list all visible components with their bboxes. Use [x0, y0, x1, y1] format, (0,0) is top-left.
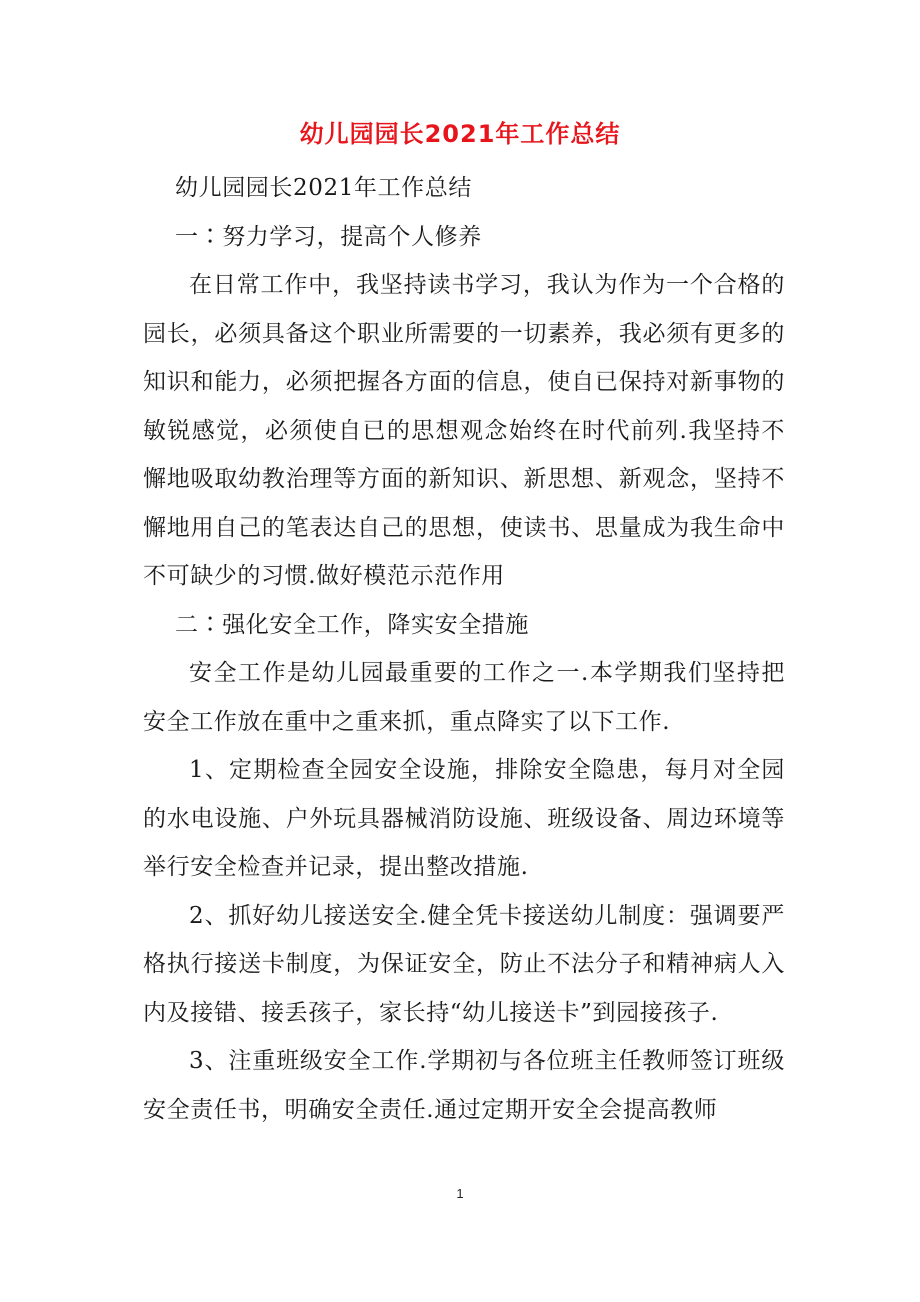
- section-heading-2: 二∶强化安全工作，降实安全措施: [175, 611, 529, 638]
- list-item-3: 3、注重班级安全工作.学期初与各位班主任教师签订班级安全责任书，明确安全责任.通过定期开安全会提高教师: [143, 1048, 785, 1123]
- body-paragraph: 在日常工作中，我坚持读书学习，我认为作为一个合格的园长，必须具备这个职业所需要的一切素养，我必须有更多的知识和能力，必须把握各方面的信息，使自已保持对新事物的敏锐感觉，必须使自已的思想观念始终在时代前列.我坚持不懈地吸取幼教治理等方面的新知识、新思想、新观念，坚持不懈地用自己的笔表达自己的思想，使读书、思量成为我生命中不可缺少的习惯.做好模范示范作用: [143, 272, 785, 589]
- section-heading-1: 一∶努力学习，提高个人修养: [175, 223, 482, 250]
- page-number: 1: [456, 1186, 464, 1201]
- list-item-1: 1、定期检查全园安全设施，排除安全隐患，每月对全园的水电设施、户外玩具器械消防设施、班级设备、周边环境等举行安全检查并记录，提出整改措施.: [143, 757, 785, 880]
- body-paragraph: 安全工作是幼儿园最重要的工作之一.本学期我们坚持把安全工作放在重中之重来抓，重点降实了以下工作.: [143, 660, 785, 735]
- document-body: [143, 164, 785, 1134]
- subtitle-paragraph: 幼儿园园长2021年工作总结: [175, 175, 472, 201]
- list-item-2: 2、抓好幼儿接送安全.健全凭卡接送幼儿制度：强调要严格执行接送卡制度，为保证安全，防止不法分子和精神病人入内及接错、接丢孩子，家长持“幼儿接送卡”到园接孩子.: [143, 902, 785, 1026]
- document-title: 幼儿园园长2021年工作总结: [299, 120, 621, 148]
